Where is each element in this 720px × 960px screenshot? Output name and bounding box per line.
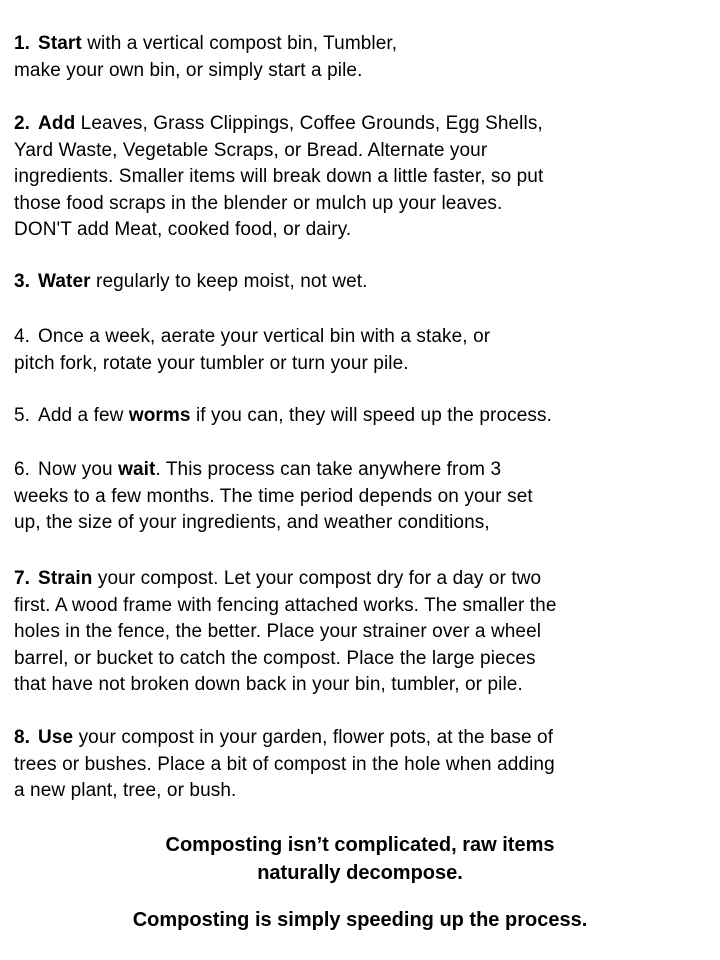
closing-line: naturally decompose. [257,862,463,884]
step-text: those food scraps in the blender or mulch up your leaves. [14,192,503,214]
step-keyword: Water [38,271,91,292]
step-text: with a vertical compost bin, Tumbler, [81,33,398,54]
step-text: a new plant, tree, or bush. [14,780,237,801]
step-text: Add a few [38,405,129,426]
step-text: . This process can take anywhere from 3 [155,459,502,480]
closing-summary [0,906,720,934]
step-8 [14,725,714,805]
step-number: 5. [14,405,31,426]
step-text: that have not broken down back in your bin, tumbler, or pile. [14,674,523,695]
step-4 [14,324,714,377]
step-text: up, the size of your ingredients, and weather conditions, [14,512,490,533]
closing-line: Composting is simply speeding up the process. [132,909,588,931]
step-number: 2. [14,113,31,134]
step-keyword: Strain [38,568,93,589]
step-text: ingredients. Smaller items will break down a little faster, so put [14,166,544,187]
step-text: your compost in your garden, flower pots, at the base of [73,727,554,748]
step-keyword: Start [38,33,82,54]
step-text: Now you [38,459,119,480]
step-6 [14,457,714,537]
step-text: if you can, they will speed up the process. [190,405,552,426]
step-text: first. A wood frame with fencing attached works. The smaller the [14,594,557,616]
step-text: trees or bushes. Place a bit of compost in the hole when adding [14,753,555,775]
step-number: 3. [14,271,31,292]
step-text: pitch fork, rotate your tumbler or turn your pile. [14,352,409,374]
step-3 [14,269,714,296]
step-text: weeks to a few months. The time period depends on your set [14,485,533,507]
step-keyword: Add [38,113,76,134]
step-number: 4. [14,326,31,347]
step-7 [14,566,714,699]
step-text: Once a week, aerate your vertical bin with a stake, or [38,326,491,347]
step-number: 1. [14,33,31,54]
step-number: 8. [14,727,31,748]
step-keyword: wait [118,459,156,480]
step-text: your compost. Let your compost dry for a day or two [92,568,542,589]
step-keyword: Use [38,727,74,748]
step-number: 6. [14,459,31,480]
step-text: regularly to keep moist, not wet. [90,271,368,292]
step-number: 7. [14,568,31,589]
step-keyword: worms [128,405,191,426]
step-text: make your own bin, or simply start a pile. [14,59,363,81]
step-text: DON'T add Meat, cooked food, or dairy. [14,219,352,240]
closing-line: Composting isn’t complicated, raw items [165,834,555,856]
step-2 [14,111,714,244]
step-text: Leaves, Grass Clippings, Coffee Grounds, Egg Shells, [75,113,543,134]
step-5 [14,403,714,430]
step-text: Yard Waste, Vegetable Scraps, or Bread. Alternate your [14,139,488,161]
step-1 [14,31,714,84]
step-text: holes in the fence, the better. Place your strainer over a wheel [14,621,542,642]
step-text: barrel, or bucket to catch the compost. Place the large pieces [14,647,536,669]
closing-statement [0,831,720,887]
